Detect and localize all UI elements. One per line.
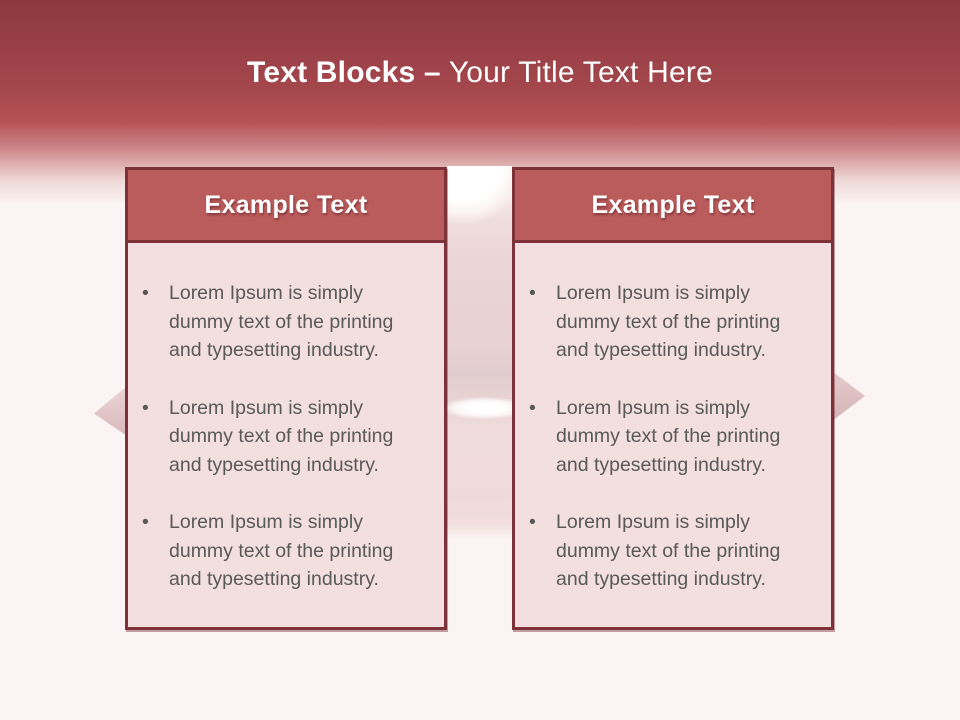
bullet-item bbox=[527, 279, 806, 365]
bullet-item bbox=[527, 508, 806, 594]
bullet-dot: • bbox=[142, 396, 149, 419]
bullet-item bbox=[140, 508, 419, 594]
bullet-dot: • bbox=[529, 282, 536, 304]
bullet-dot: • bbox=[142, 511, 149, 533]
title-bold-text: Text Blocks – bbox=[247, 56, 441, 89]
bullet-text: Lorem Ipsum is simply dummy text of the printing and typesetting industry. bbox=[556, 511, 781, 590]
bullet-dot: • bbox=[529, 396, 536, 419]
right-arrowhead-shape bbox=[832, 371, 865, 421]
text-block-right-header-label: Example Text bbox=[591, 190, 755, 219]
bullet-text: Lorem Ipsum is simply dummy text of the printing and typesetting industry. bbox=[169, 396, 394, 476]
bullet-text: Lorem Ipsum is simply dummy text of the printing and typesetting industry. bbox=[556, 282, 781, 361]
cycle-arrow-gloss bbox=[447, 166, 512, 246]
bullet-dot: • bbox=[142, 282, 149, 304]
bullet-item bbox=[140, 279, 419, 365]
title-regular-text: Your Title Text Here bbox=[448, 56, 713, 89]
text-block-right-bullet-list bbox=[515, 243, 815, 594]
text-block-left-bullet-list bbox=[128, 243, 428, 594]
bullet-dot: • bbox=[529, 511, 536, 533]
left-arrowhead-shape bbox=[94, 386, 127, 436]
text-block-right-header bbox=[515, 170, 831, 243]
bullet-item bbox=[527, 394, 806, 480]
text-block-left bbox=[125, 167, 447, 630]
bullet-text: Lorem Ipsum is simply dummy text of the printing and typesetting industry. bbox=[169, 511, 394, 590]
bullet-text: Lorem Ipsum is simply dummy text of the printing and typesetting industry. bbox=[169, 282, 394, 361]
bullet-item bbox=[140, 394, 419, 480]
cycle-arrow-highlight bbox=[443, 394, 515, 422]
cycle-arrow-band bbox=[447, 168, 512, 540]
slide-title bbox=[0, 52, 960, 94]
text-block-left-header bbox=[128, 170, 444, 243]
bullet-text: Lorem Ipsum is simply dummy text of the printing and typesetting industry. bbox=[556, 396, 781, 476]
text-block-left-header-label: Example Text bbox=[204, 190, 368, 219]
text-block-right bbox=[512, 167, 834, 630]
